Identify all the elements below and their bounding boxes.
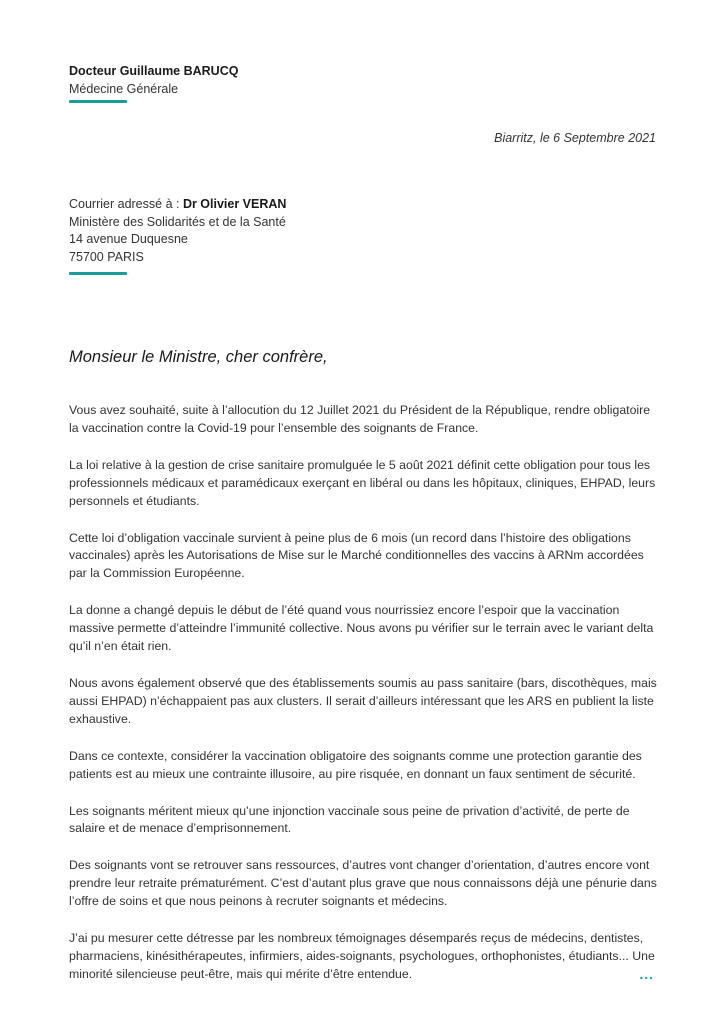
- paragraph: Les soignants méritent mieux qu’une injonction vaccinale sous peine de privation d’activité, de perte de salaire et de menace d’emprisonnement.: [69, 803, 630, 836]
- recipient-line-1: [69, 196, 286, 214]
- paragraph: La loi relative à la gestion de crise sanitaire promulguée le 5 août 2021 définit cette obligation pour tous les professionnels médicaux et paramédicaux exerçant en libéral ou dans les hôpitaux, cliniques, EHPAD, leurs personnels et étudiants.: [69, 457, 656, 508]
- paragraph: Nous avons également observé que des établissements soumis au pass sanitaire (bars, discothèques, mais aussi EHPAD) n’échappaient pas aux clusters. Il serait d’ailleurs intéressant que les ARS en publient la liste exhaustive.: [69, 675, 657, 726]
- salutation: Monsieur le Ministre, cher confrère,: [69, 348, 328, 366]
- accent-rule-sender: [69, 100, 127, 103]
- recipient-prefix: Courrier adressé à :: [69, 197, 183, 211]
- letter-date: Biarritz, le 6 Septembre 2021: [494, 131, 656, 145]
- recipient-name: Dr Olivier VERAN: [182, 197, 287, 211]
- paragraph: La donne a changé depuis le début de l’été quand vous nourrissiez encore l’espoir que la vaccination massive permette d’atteindre l’immunité collective. Nous avons pu vérifier sur le terrain avec le variant delta qu’il n’en était rien.: [69, 603, 654, 654]
- paragraph: Dans ce contexte, considérer la vaccination obligatoire des soignants comme une protection garantie des patients est au mieux une contrainte illusoire, au pire risquée, en donnant un faux sentiment de sécurité.: [69, 748, 642, 781]
- sender-name: Docteur Guillaume BARUCQ: [69, 64, 239, 78]
- sender-block: [69, 62, 238, 98]
- letter-body: [69, 402, 659, 1003]
- paragraph: Cette loi d’obligation vaccinale survient à peine plus de 6 mois (un record dans l’histoire des obligations vaccinales) après les Autorisations de Mise sur le Marché conditionnelles des vaccins à ARNm accordées par la Commission Européenne.: [69, 530, 644, 581]
- paragraph: Des soignants vont se retrouver sans ressources, d’autres vont changer d’orientation, d’autres encore vont prendre leur retraite prématurément. C’est d’autant plus grave que nous connaissons déjà une pénurie dans l’offre de soins et que nous peinons à recruter soignants et médecins.: [69, 858, 657, 909]
- recipient-block: [69, 196, 286, 266]
- recipient-city: 75700 PARIS: [69, 249, 144, 264]
- continuation-marker: ...: [639, 966, 654, 982]
- accent-rule-recipient: [69, 272, 127, 275]
- recipient-ministry: Ministère des Solidarités et de la Santé: [69, 214, 286, 229]
- paragraph: Vous avez souhaité, suite à l’allocution du 12 Juillet 2021 du Président de la République, rendre obligatoire la vaccination contre la Covid-19 pour l’ensemble des soignants de France.: [69, 403, 651, 435]
- sender-role: Médecine Générale: [69, 82, 179, 96]
- paragraph: J’ai pu mesurer cette détresse par les nombreux témoignages désemparés reçus de médecins, dentistes, pharmaciens, kinésithérapeutes, infirmiers, aides-soignants, psychologues, orthophonistes, étudiants... Une minorité silencieuse peut-être, mais qui mérite d’être entendue.: [69, 931, 655, 981]
- recipient-street: 14 avenue Duquesne: [69, 232, 188, 247]
